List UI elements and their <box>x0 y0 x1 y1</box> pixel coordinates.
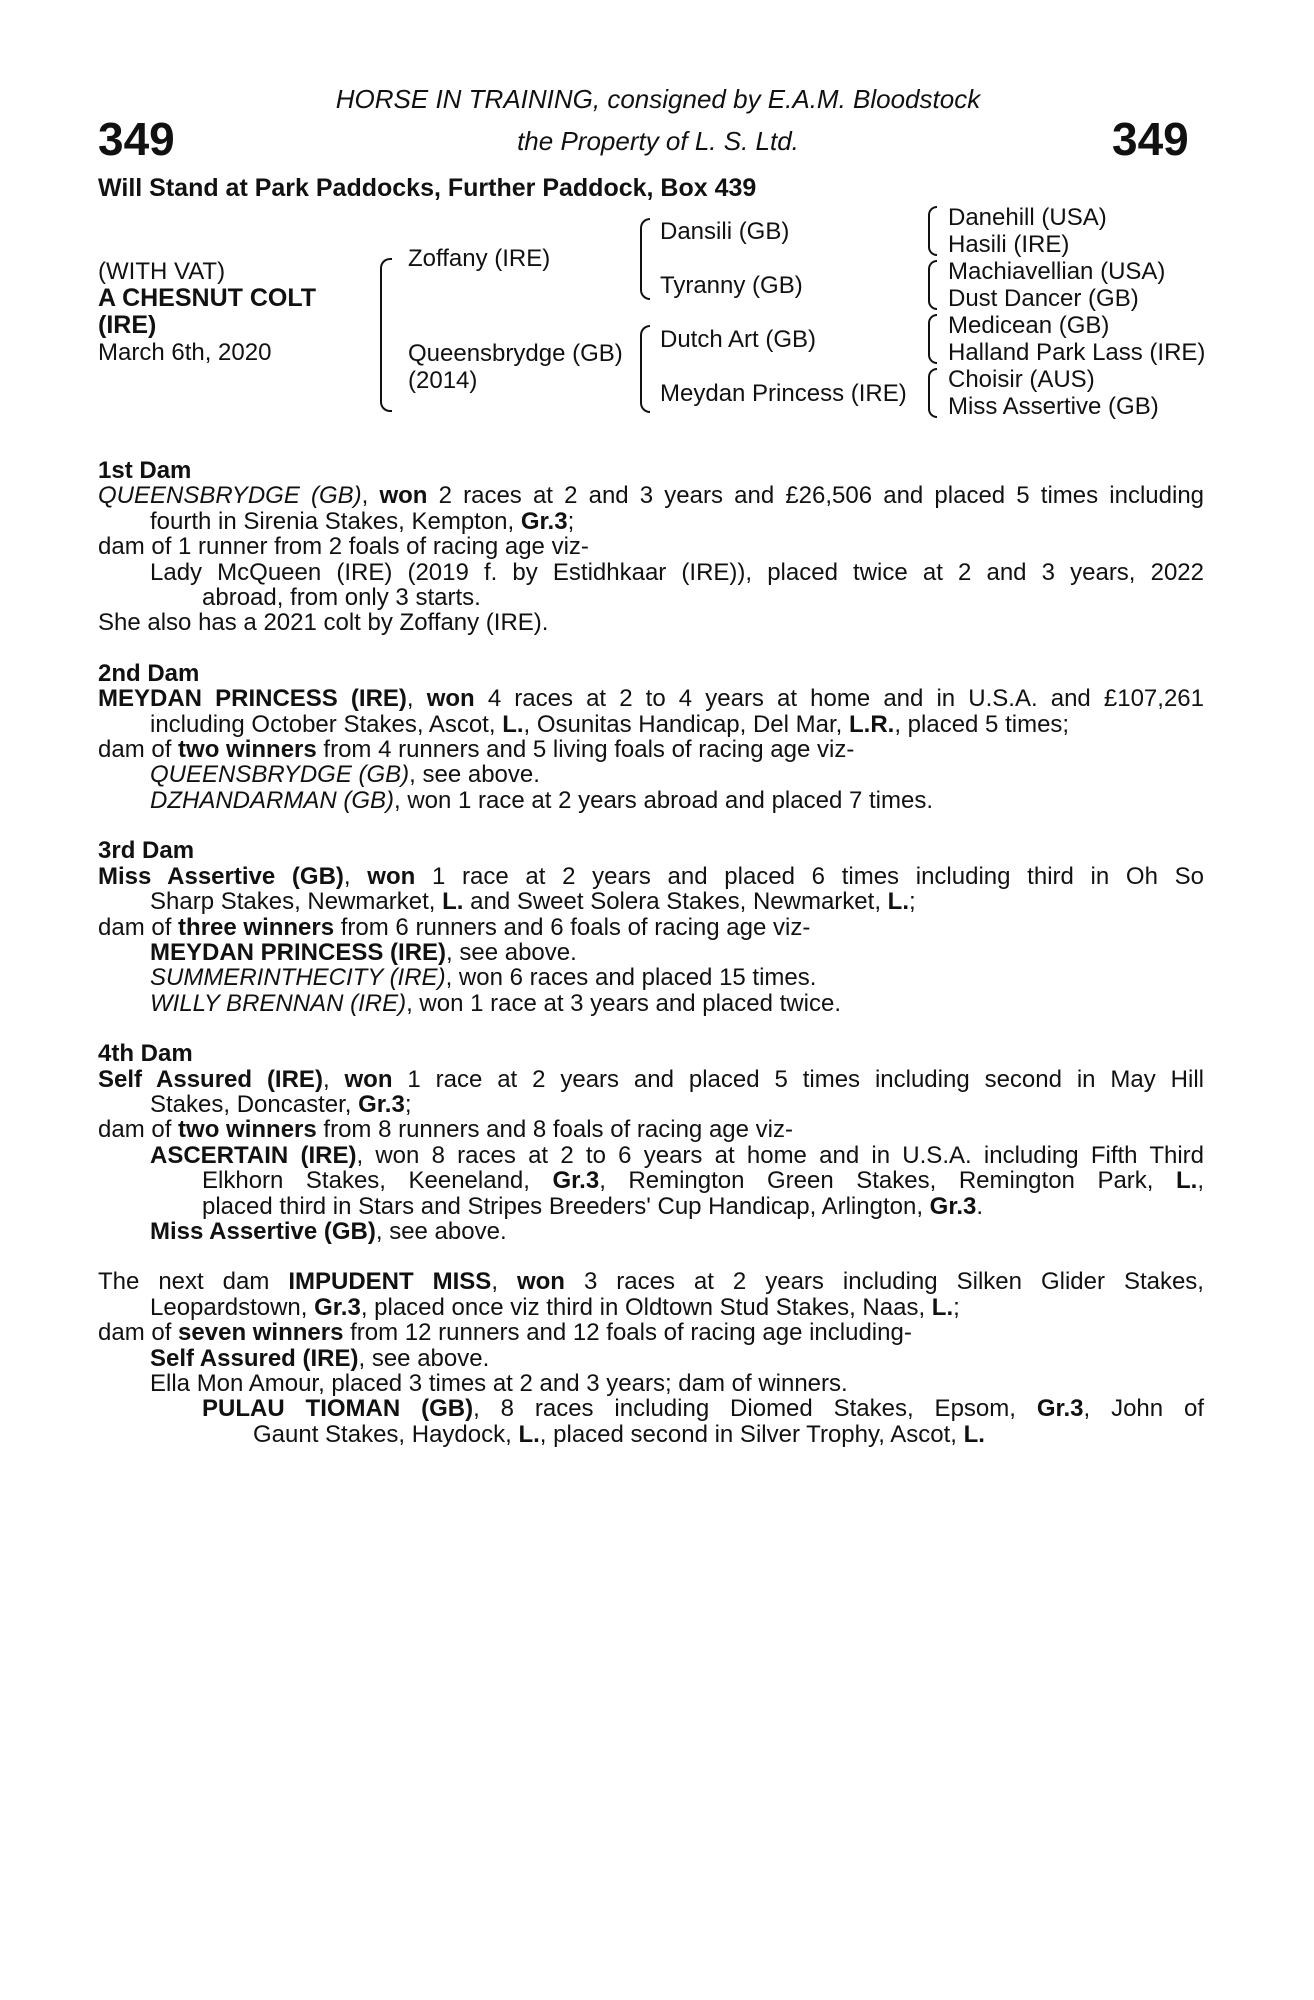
text-run: , <box>361 482 380 510</box>
horse-ref: MEYDAN PRINCESS (IRE) <box>150 938 447 966</box>
produce-line <box>98 788 1204 813</box>
text-run: , won 1 race at 3 years and placed twice. <box>406 989 841 1017</box>
horse-ref: QUEENSBRYDGE (GB) <box>98 482 362 510</box>
stand-location: Will Stand at Park Paddocks, Further Paddock, Box 439 <box>98 174 757 202</box>
produce-line <box>98 1346 1204 1371</box>
horse-ref: Self Assured (IRE) <box>150 1344 359 1372</box>
dam-line <box>98 686 1204 711</box>
grandsire-1: Danehill (USA) <box>948 204 1107 231</box>
horse-ref: Self Assured (IRE) <box>98 1065 323 1093</box>
text-run: three winners <box>178 913 335 941</box>
pedigree-bracket-g3 <box>928 314 937 364</box>
sire: Zoffany (IRE) <box>408 245 551 272</box>
dam-line <box>98 1092 1204 1117</box>
text-run: from 12 runners and 12 foals of racing age including- <box>343 1319 912 1347</box>
race-grade: Gr.3 <box>314 1293 361 1321</box>
section-heading: 2nd Dam <box>98 659 200 687</box>
dam-line <box>98 864 1204 889</box>
text-run: Elkhorn Stakes, Keeneland, <box>202 1167 553 1195</box>
dam-line <box>98 1269 1204 1294</box>
text-run: , won 8 races at 2 to 6 years at home and in U.S.A. including Fifth Third <box>356 1141 1204 1169</box>
race-grade: L. <box>502 710 524 738</box>
horse-ref: ASCERTAIN (IRE) <box>150 1141 357 1169</box>
horse-ref: MEYDAN PRINCESS (IRE) <box>98 685 407 713</box>
dam-year: (2014) <box>408 367 478 394</box>
horse-ref: Miss Assertive (GB) <box>150 1217 376 1245</box>
text-run: from 6 runners and 6 foals of racing age viz- <box>334 913 811 941</box>
text-run: Sharp Stakes, Newmarket, <box>150 888 443 916</box>
produce-line: She also has a 2021 colt by Zoffany (IRE). <box>98 609 549 637</box>
produce-line <box>98 965 1204 990</box>
sire-dam: Tyranny (GB) <box>660 272 803 299</box>
horse-ref: Miss Assertive (GB) <box>98 862 344 890</box>
race-grade: L. <box>442 888 464 916</box>
text-run: seven winners <box>178 1319 344 1347</box>
pedigree-bracket-g4 <box>928 368 937 418</box>
text-run: , placed once viz third in Oldtown Stud Stakes, Naas, <box>360 1293 932 1321</box>
pedigree-bracket-g1 <box>928 206 937 256</box>
granddam-4: Miss Assertive (GB) <box>948 393 1159 420</box>
produce-line <box>98 940 1204 965</box>
text-run: 1 race at 2 years and placed 6 times including third in Oh So <box>415 862 1204 890</box>
text-run: ; <box>567 507 575 535</box>
second-dam-section <box>98 661 1204 813</box>
dam-line <box>98 889 1204 914</box>
section-heading: 1st Dam <box>98 457 192 484</box>
lot-number-left: 349 <box>98 113 175 165</box>
text-run: placed third in Stars and Stripes Breeders' Cup Handicap, Arlington, <box>202 1192 930 1220</box>
dam-line <box>98 1117 1204 1142</box>
text-run: , Osunitas Handicap, Del Mar, <box>523 710 849 738</box>
horse-name-country: (IRE) <box>98 311 157 339</box>
text-run: dam of <box>98 1319 179 1347</box>
dam-line <box>98 1295 1204 1320</box>
text-run: two winners <box>178 736 317 764</box>
text-run: won <box>379 482 428 510</box>
text-run: Gaunt Stakes, Haydock, <box>253 1420 519 1448</box>
text-run: 3 races at 2 years including Silken Glider Stakes, <box>564 1268 1204 1296</box>
pedigree-bracket-dam <box>640 325 650 413</box>
text-run: from 4 runners and 5 living foals of racing age viz- <box>316 736 855 764</box>
race-grade: Gr.3 <box>929 1192 977 1220</box>
grandsire-4: Choisir (AUS) <box>948 366 1095 393</box>
produce-line: Lady McQueen (IRE) (2019 f. by Estidhkaar (IRE)), placed twice at 2 and 3 years, 2022 <box>150 558 1204 586</box>
text-run: , <box>491 1268 517 1296</box>
horse-ref: DZHANDARMAN (GB) <box>150 786 394 814</box>
dam-line: dam of 1 runner from 2 foals of racing age viz- <box>98 533 589 561</box>
pedigree-bracket-g2 <box>928 260 937 310</box>
race-grade: Gr.3 <box>552 1167 600 1195</box>
dam-line <box>98 737 1204 762</box>
text-run: and Sweet Solera Stakes, Newmarket, <box>463 888 888 916</box>
text-run: , <box>343 862 368 890</box>
text-run: including October Stakes, Ascot, <box>150 710 503 738</box>
text-run: dam of <box>98 1116 179 1144</box>
text-run: 1 race at 2 years and placed 5 times including second in May Hill <box>392 1065 1204 1093</box>
grandsire-3: Medicean (GB) <box>948 312 1110 339</box>
text-run: , won 1 race at 2 years abroad and placed 7 times. <box>394 786 933 814</box>
horse-ref: SUMMERINTHECITY (IRE) <box>150 964 446 992</box>
produce-record <box>98 458 1204 1472</box>
text-run: , see above. <box>375 1217 507 1245</box>
text-run: 2 races at 2 and 3 years and £26,506 and placed 5 times including <box>427 482 1205 510</box>
produce-line <box>98 991 1204 1016</box>
text-run: , see above. <box>358 1344 490 1372</box>
horse-ref: WILLY BRENNAN (IRE) <box>150 989 407 1017</box>
text-run: . <box>976 1192 984 1220</box>
horse-name: A CHESNUT COLT <box>98 284 317 312</box>
text-run: The next dam <box>98 1268 289 1296</box>
text-run: ; <box>953 1293 960 1321</box>
text-run: won <box>367 862 416 890</box>
produce-line <box>98 1396 1204 1421</box>
text-run: , <box>322 1065 345 1093</box>
grandsire-2: Machiavellian (USA) <box>948 258 1166 285</box>
dam-line <box>98 915 1204 940</box>
text-run: , placed second in Silver Trophy, Ascot, <box>539 1420 964 1448</box>
text-run: two winners <box>178 1116 317 1144</box>
text-run: won <box>516 1268 565 1296</box>
text-run: , <box>1197 1167 1204 1195</box>
text-run: , placed 5 times; <box>894 710 1070 738</box>
dam: Queensbrydge (GB) <box>408 340 623 367</box>
section-heading: 3rd Dam <box>98 837 195 865</box>
dam-sire: Dutch Art (GB) <box>660 326 817 353</box>
text-run: , won 6 races and placed 15 times. <box>445 964 817 992</box>
dam-line <box>98 712 1204 737</box>
text-run: 4 races at 2 to 4 years at home and in U.S.A. and £107,261 <box>474 685 1204 713</box>
race-grade: Gr.3 <box>1036 1395 1084 1423</box>
horse-ref: QUEENSBRYDGE (GB) <box>150 761 410 789</box>
text-run: ; <box>908 888 916 916</box>
text-run: Leopardstown, <box>150 1293 315 1321</box>
text-run: , 8 races including Diomed Stakes, Epsom, <box>473 1395 1037 1423</box>
text-run: from 8 runners and 8 foals of racing age viz- <box>316 1116 793 1144</box>
dam-dam: Meydan Princess (IRE) <box>660 380 907 407</box>
produce-line: Ella Mon Amour, placed 3 times at 2 and 3 years; dam of winners. <box>150 1370 848 1397</box>
granddam-1: Hasili (IRE) <box>948 231 1070 258</box>
vat-label: (WITH VAT) <box>98 258 226 285</box>
horse-ref: PULAU TIOMAN (GB) <box>202 1395 474 1423</box>
text-run: fourth in Sirenia Stakes, Kempton, <box>150 507 521 535</box>
race-grade: L. <box>1176 1167 1198 1195</box>
text-run: , see above. <box>409 761 540 789</box>
granddam-2: Dust Dancer (GB) <box>948 285 1139 312</box>
produce-line <box>98 1194 1204 1219</box>
pedigree-bracket-sire <box>640 218 650 300</box>
pedigree-bracket-main <box>380 258 392 412</box>
sire-sire: Dansili (GB) <box>660 218 790 245</box>
text-run: , John of <box>1083 1395 1205 1423</box>
text-run: won <box>426 685 475 713</box>
race-grade: Gr.3 <box>358 1090 405 1118</box>
text-run: , Remington Green Stakes, Remington Park, <box>599 1167 1176 1195</box>
text-run: dam of <box>98 736 179 764</box>
text-run: won <box>344 1065 393 1093</box>
race-grade: L. <box>963 1420 985 1448</box>
dam-line <box>98 1067 1204 1092</box>
text-run: , <box>406 685 427 713</box>
dam-line <box>98 509 1204 534</box>
text-run: dam of <box>98 913 179 941</box>
race-grade: L.R. <box>849 710 895 738</box>
text-run: , see above. <box>446 938 577 966</box>
dam-line <box>98 1320 1204 1345</box>
produce-line <box>98 1143 1204 1168</box>
foaling-date: March 6th, 2020 <box>98 339 272 366</box>
property-line: the Property of L. S. Ltd. <box>517 126 799 156</box>
consignment-line: HORSE IN TRAINING, consigned by E.A.M. Bloodstock <box>335 84 981 114</box>
produce-line <box>98 762 1204 787</box>
produce-line <box>98 1219 1204 1244</box>
produce-line: abroad, from only 3 starts. <box>202 584 481 612</box>
granddam-3: Halland Park Lass (IRE) <box>948 339 1206 366</box>
text-run: ; <box>404 1090 412 1118</box>
next-dam-section <box>98 1269 1204 1447</box>
text-run: Stakes, Doncaster, <box>150 1090 359 1118</box>
produce-line <box>98 1168 1204 1193</box>
produce-line <box>98 1422 1204 1447</box>
dam-line <box>98 483 1204 508</box>
race-grade: L. <box>518 1420 540 1448</box>
section-heading: 4th Dam <box>98 1040 193 1068</box>
race-grade: L. <box>931 1293 954 1321</box>
third-dam-section <box>98 838 1204 1016</box>
race-grade: Gr.3 <box>520 507 568 535</box>
horse-ref: IMPUDENT MISS <box>288 1268 492 1296</box>
fourth-dam-section <box>98 1041 1204 1244</box>
race-grade: L. <box>887 888 909 916</box>
first-dam-section <box>98 458 1204 636</box>
lot-number-right: 349 <box>1112 113 1189 165</box>
